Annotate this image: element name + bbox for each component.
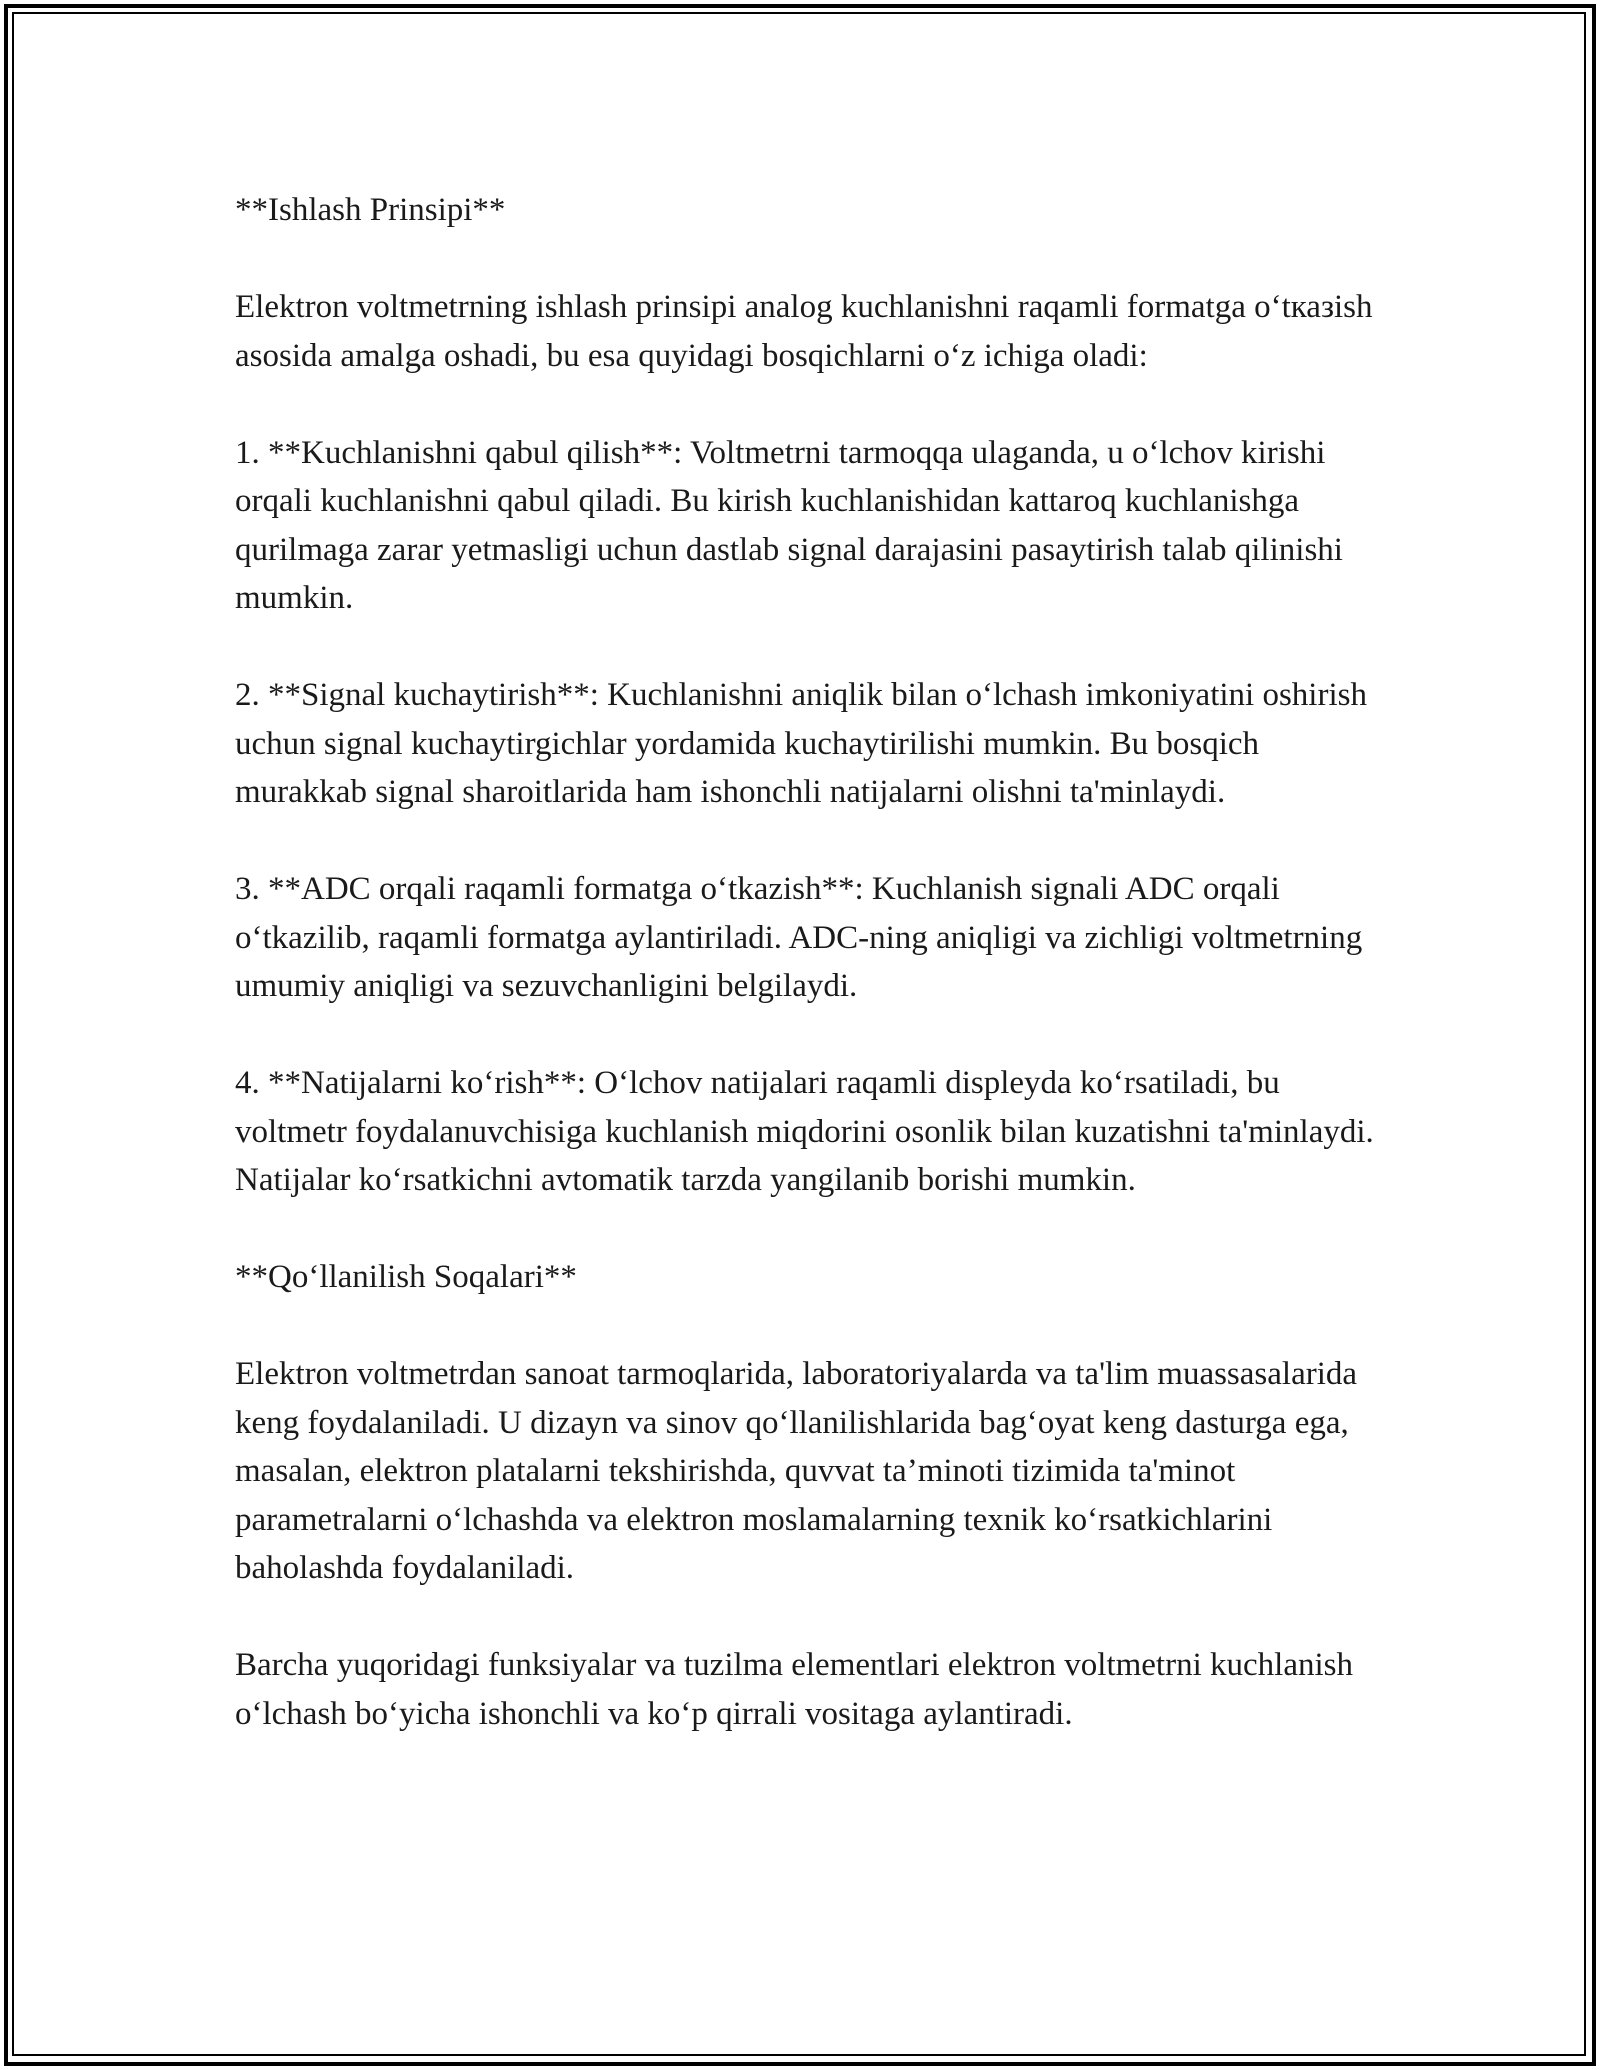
paragraph-conclusion: Barcha yuqoridagi funksiyalar va tuzilma elementlari elektron voltmetrni kuchlanish o‘lchash bo‘yicha ishonchli va ko‘p qirrali vositaga aylantiradi.: [235, 1647, 1353, 1732]
list-item-step-2: 2. **Signal kuchaytirish**: Kuchlanishni aniqlik bilan o‘lchash imkoniyatini oshirish uchun signal kuchaytirgichlar yordamida kuchaytirilishi mumkin. Bu bosqich murakkab signal sharoitlarida ham ishonchli natijalarni olishni ta'minlaydi.: [235, 677, 1367, 810]
heading-principle: **Ishlash Prinsipi**: [235, 192, 506, 228]
heading-applications: **Qo‘llanilish Soqalari**: [235, 1259, 577, 1295]
paragraph-applications: Elektron voltmetrdan sanoat tarmoqlarida, laboratoriyalarda va ta'lim muassasalarida keng foydalaniladi. U dizayn va sinov qo‘llanilishlarida bag‘oyat keng dasturga ega, masalan, elektron platalarni tekshirishda, quvvat ta’minoti tizimida ta'minot parametralarni o‘lchashda va elektron moslamalarning texnik ko‘rsatkichlarini baholashda foydalaniladi.: [235, 1356, 1358, 1586]
list-item-step-4: 4. **Natijalarni ko‘rish**: O‘lchov natijalari raqamli displeyda ko‘rsatiladi, bu voltmetr foydalanuvchisiga kuchlanish miqdorini osonlik bilan kuzatishni ta'minlaydi. Natijalar ko‘rsatkichni avtomatik tarzda yangilanib borishi mumkin.: [235, 1065, 1374, 1198]
list-item-step-1: 1. **Kuchlanishni qabul qilish**: Voltmetrni tarmoqqa ulaganda, u o‘lchov kirishi orqali kuchlanishni qabul qiladi. Bu kirish kuchlanishidan kattaroq kuchlanishga qurilmaga zarar yetmasligi uchun dastlab signal darajasini pasaytirish talab qilinishi mumkin.: [235, 434, 1343, 616]
list-item-step-3: 3. **ADC orqali raqamli formatga o‘tkazish**: Kuchlanish signali ADC orqali o‘tkazilib, raqamli formatga aylantiriladi. ADC-ning aniqligi va zichligi voltmetrning umumiy aniqligi va sezuvchanligini belgilaydi.: [235, 871, 1363, 1004]
paragraph-intro: Elektron voltmetrning ishlash prinsipi analog kuchlanishni raqamli formatga o‘tказish asosida amalga oshadi, bu esa quyidagi bosqichlarni o‘z ichiga oladi:: [235, 289, 1373, 374]
document-body: [235, 186, 1375, 1738]
